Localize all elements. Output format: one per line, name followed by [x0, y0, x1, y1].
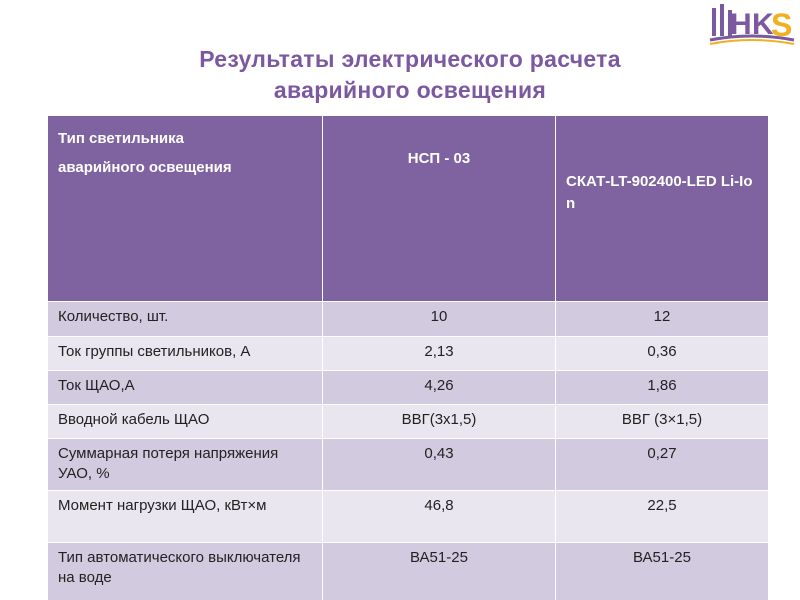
company-logo: [706, 2, 796, 46]
header-col1-line1: Тип светильника: [58, 130, 184, 147]
header-luminaire-type: [48, 116, 323, 302]
title-line-1: Результаты электрического расчета: [199, 46, 621, 72]
row-label: Количество, шт.: [48, 302, 323, 337]
header-nsp: НСП - 03: [323, 116, 556, 302]
table-row: [48, 405, 769, 439]
row-value-nsp: 4,26: [323, 371, 556, 405]
results-table: [47, 115, 769, 600]
row-label: Суммарная потеря напряжения УАО, %: [48, 439, 323, 491]
row-value-nsp: 46,8: [323, 491, 556, 543]
slide-title: [100, 44, 720, 106]
table-row: [48, 439, 769, 491]
svg-text:S: S: [771, 7, 793, 43]
row-label: Ток ЩАО,А: [48, 371, 323, 405]
title-line-2: аварийного освещения: [273, 77, 547, 103]
row-value-skat: 22,5: [556, 491, 769, 543]
row-value-skat: 12: [556, 302, 769, 337]
row-value-skat: 0,36: [556, 337, 769, 371]
table-header-row: [48, 116, 769, 302]
table-row: [48, 302, 769, 337]
header-col1-line2: аварийного освещения: [58, 159, 232, 176]
table-row: [48, 543, 769, 600]
row-label: Ток группы светильников, А: [48, 337, 323, 371]
row-value-nsp: ВВГ(3х1,5): [323, 405, 556, 439]
row-value-skat: ВВГ (3×1,5): [556, 405, 769, 439]
row-label: Тип автоматического выключателя на воде: [48, 543, 323, 600]
svg-text:K: K: [752, 8, 774, 41]
table-row: [48, 491, 769, 543]
row-value-nsp: 10: [323, 302, 556, 337]
row-label: Момент нагрузки ЩАО, кВт×м: [48, 491, 323, 543]
row-value-skat: 1,86: [556, 371, 769, 405]
row-value-nsp: 2,13: [323, 337, 556, 371]
header-skat: СКАТ-LT-902400-LED Li-Ion: [556, 116, 769, 302]
row-value-skat: 0,27: [556, 439, 769, 491]
table-row: [48, 371, 769, 405]
table-row: [48, 337, 769, 371]
svg-text:H: H: [730, 8, 752, 41]
row-value-nsp: 0,43: [323, 439, 556, 491]
row-label: Вводной кабель ЩАО: [48, 405, 323, 439]
row-value-skat: ВА51-25: [556, 543, 769, 600]
row-value-nsp: ВА51-25: [323, 543, 556, 600]
